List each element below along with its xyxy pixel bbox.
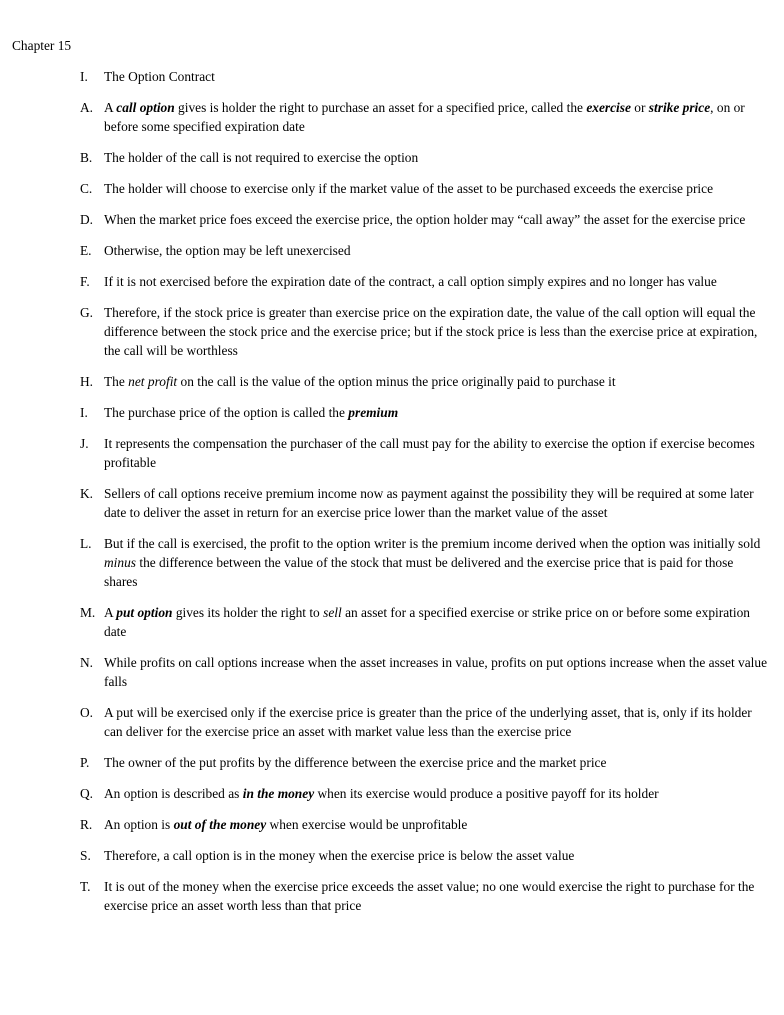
outline-text — [104, 179, 770, 198]
outline-marker: O. — [80, 705, 94, 720]
outline-list — [80, 67, 770, 927]
text-run: But if the call is exercised, the profit to the option writer is the premium income derived when the option was initially sold — [104, 536, 761, 551]
text-run: gives is holder the right to purchase an asset for a specified price, called the — [174, 100, 587, 115]
outline-marker: D. — [80, 212, 94, 227]
outline-marker: F. — [80, 274, 90, 289]
outline-item — [80, 272, 770, 291]
emphasized-term: in the money — [242, 786, 315, 801]
outline-marker: N. — [80, 655, 94, 670]
outline-item — [80, 877, 770, 915]
chapter-heading: Chapter 15 — [12, 38, 72, 53]
outline-marker: C. — [80, 181, 93, 196]
outline-marker: I. — [80, 69, 88, 84]
text-run: when its exercise would produce a positive payoff for its holder — [314, 786, 659, 801]
text-run: The — [104, 374, 129, 389]
outline-marker: S. — [80, 848, 91, 863]
text-run: The holder of the call is not required to exercise the option — [104, 150, 419, 165]
outline-marker: A. — [80, 100, 94, 115]
text-run: While profits on call options increase when the asset increases in value, profits on put options increase when the asset value falls — [104, 655, 768, 689]
outline-item — [80, 484, 770, 522]
outline-marker: P. — [80, 755, 90, 770]
outline-marker: B. — [80, 150, 93, 165]
text-run: It represents the compensation the purchaser of the call must pay for the ability to exercise the option if exercise becomes profitable — [104, 436, 755, 470]
emphasized-term: sell — [323, 605, 342, 620]
outline-marker: R. — [80, 817, 93, 832]
outline-text — [104, 484, 770, 522]
outline-text — [104, 98, 770, 136]
outline-text — [104, 272, 770, 291]
text-run: when exercise would be unprofitable — [266, 817, 468, 832]
outline-item — [80, 98, 770, 136]
text-run: or — [630, 100, 649, 115]
text-run: the difference between the value of the stock that must be delivered and the exercise price that is paid for those shares — [104, 555, 734, 589]
outline-item — [80, 703, 770, 741]
outline-item — [80, 148, 770, 167]
text-run: A — [104, 100, 117, 115]
outline-text — [104, 241, 770, 260]
emphasized-term: minus — [104, 555, 136, 570]
outline-marker: T. — [80, 879, 91, 894]
text-run: The holder will choose to exercise only if the market value of the asset to be purchased exceeds the exercise price — [104, 181, 714, 196]
outline-text — [104, 303, 770, 360]
text-run: The purchase price of the option is called the — [104, 405, 349, 420]
outline-text — [104, 877, 770, 915]
emphasized-term: premium — [348, 405, 399, 420]
outline-item — [80, 210, 770, 229]
outline-text — [104, 534, 770, 591]
outline-item — [80, 303, 770, 360]
text-run: The owner of the put profits by the difference between the exercise price and the market price — [104, 755, 607, 770]
text-run: If it is not exercised before the expiration date of the contract, a call option simply expires and no longer has value — [104, 274, 717, 289]
emphasized-term: net profit — [128, 374, 178, 389]
outline-marker: E. — [80, 243, 92, 258]
emphasized-term: exercise — [586, 100, 631, 115]
text-run: Therefore, if the stock price is greater than exercise price on the expiration date, the value of the call option will equal the difference between the stock price and the exercise price; but if the stock price is less than the exercise price at expiration, the call will be worthless — [104, 305, 758, 358]
outline-text — [104, 603, 770, 641]
outline-text — [104, 784, 770, 803]
outline-item — [80, 534, 770, 591]
outline-marker: M. — [80, 605, 96, 620]
outline-text — [104, 67, 770, 86]
text-run: gives its holder the right to — [172, 605, 324, 620]
emphasized-term: put option — [116, 605, 173, 620]
outline-marker: Q. — [80, 786, 94, 801]
outline-item — [80, 241, 770, 260]
outline-item — [80, 815, 770, 834]
outline-item — [80, 372, 770, 391]
outline-item — [80, 753, 770, 772]
outline-marker: I. — [80, 405, 88, 420]
outline-text — [104, 703, 770, 741]
outline-text — [104, 753, 770, 772]
outline-item — [80, 846, 770, 865]
outline-text — [104, 372, 770, 391]
outline-text — [104, 403, 770, 422]
text-run: an asset for a specified exercise or strike price on or before some expiration date — [104, 605, 750, 639]
text-run: When the market price foes exceed the exercise price, the option holder may “call away” the asset for the exercise price — [104, 212, 746, 227]
outline-marker: H. — [80, 374, 94, 389]
outline-text — [104, 815, 770, 834]
outline-item — [80, 403, 770, 422]
outline-marker: K. — [80, 486, 94, 501]
outline-item — [80, 603, 770, 641]
text-run: An option is — [104, 817, 174, 832]
text-run: A put will be exercised only if the exercise price is greater than the price of the underlying asset, that is, only if its holder can deliver for the exercise price an asset with market value less than the exercise price — [104, 705, 752, 739]
text-run: A — [104, 605, 117, 620]
outline-text — [104, 434, 770, 472]
outline-item — [80, 653, 770, 691]
outline-marker: J. — [80, 436, 89, 451]
text-run: The Option Contract — [104, 69, 215, 84]
emphasized-term: call option — [116, 100, 175, 115]
outline-text — [104, 846, 770, 865]
outline-text — [104, 653, 770, 691]
outline-item — [80, 784, 770, 803]
text-run: Otherwise, the option may be left unexercised — [104, 243, 351, 258]
text-run: , on or before some specified expiration date — [104, 100, 745, 134]
outline-item — [80, 434, 770, 472]
text-run: An option is described as — [104, 786, 243, 801]
outline-item — [80, 67, 770, 86]
text-run: Therefore, a call option is in the money when the exercise price is below the asset value — [104, 848, 575, 863]
text-run: Sellers of call options receive premium income now as payment against the possibility they will be required at some later date to deliver the asset in return for an exercise price lower than the market value of the asset — [104, 486, 754, 520]
emphasized-term: strike price — [648, 100, 711, 115]
text-run: It is out of the money when the exercise price exceeds the asset value; no one would exercise the right to purchase for the exercise price an asset worth less than that price — [104, 879, 755, 913]
outline-marker: L. — [80, 536, 92, 551]
outline-marker: G. — [80, 305, 94, 320]
outline-text — [104, 210, 770, 229]
outline-item — [80, 179, 770, 198]
text-run: on the call is the value of the option minus the price originally paid to purchase it — [177, 374, 616, 389]
outline-text — [104, 148, 770, 167]
emphasized-term: out of the money — [173, 817, 267, 832]
